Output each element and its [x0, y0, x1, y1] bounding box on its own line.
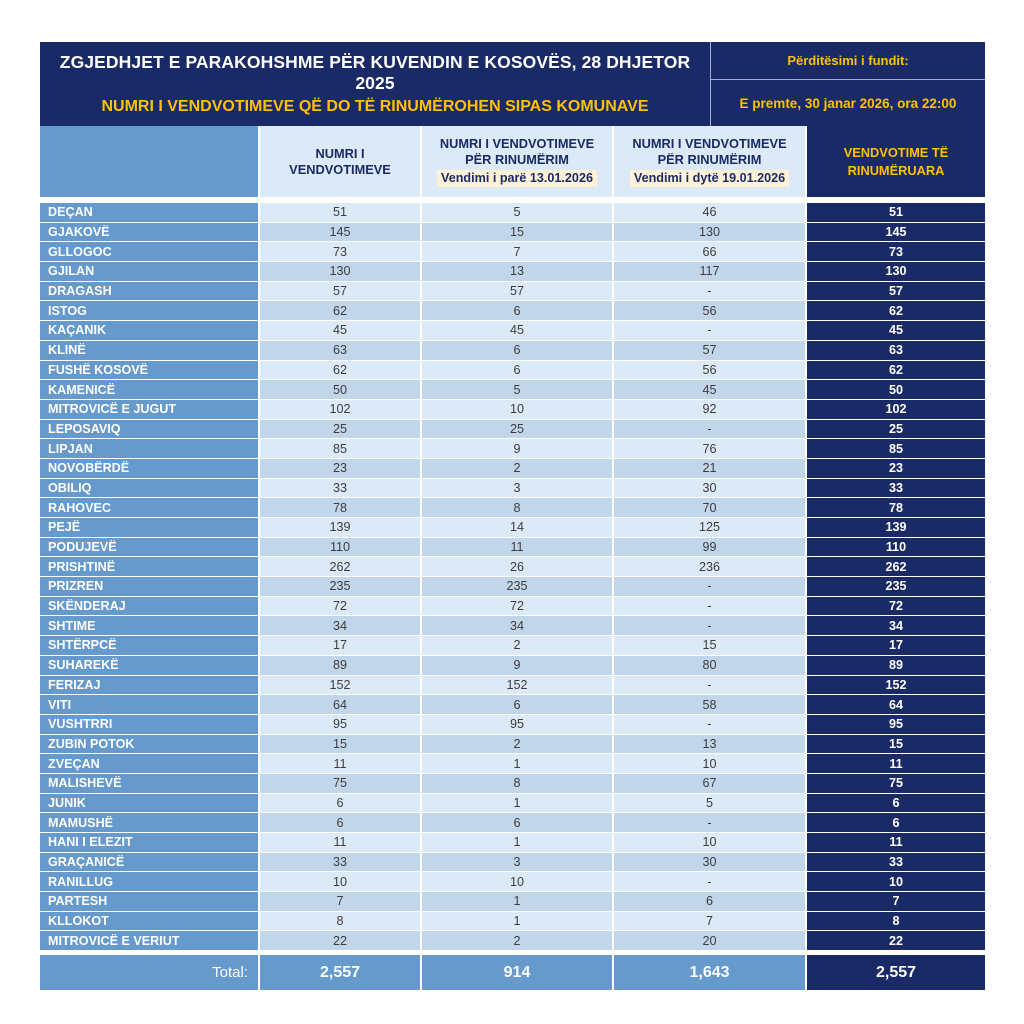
recounted-value: 152 — [807, 676, 985, 695]
recounted-value: 23 — [807, 459, 985, 478]
second-decision-value: - — [614, 597, 805, 616]
table-row — [40, 459, 985, 478]
stations-value: 15 — [260, 735, 420, 754]
table-row — [40, 301, 985, 320]
recounted-value: 7 — [807, 892, 985, 911]
page-title: ZGJEDHJET E PARAKOHSHME PËR KUVENDIN E KOSOVËS, 28 DHJETOR 2025 — [59, 52, 691, 93]
municipality-name: FUSHË KOSOVË — [40, 361, 258, 380]
stations-value: 6 — [260, 794, 420, 813]
recounted-value: 110 — [807, 538, 985, 557]
table-row — [40, 518, 985, 537]
second-decision-value: 70 — [614, 498, 805, 517]
second-decision-value: 56 — [614, 301, 805, 320]
second-decision-value: 7 — [614, 912, 805, 931]
second-decision-value: 125 — [614, 518, 805, 537]
first-decision-value: 10 — [422, 400, 612, 419]
second-decision-value: 10 — [614, 754, 805, 773]
municipality-name: PRISHTINË — [40, 557, 258, 576]
table-row — [40, 872, 985, 891]
municipality-name: LIPJAN — [40, 439, 258, 458]
last-update-value: E premte, 30 janar 2026, ora 22:00 — [739, 95, 957, 111]
stations-value: 139 — [260, 518, 420, 537]
recounted-value: 73 — [807, 242, 985, 261]
column-header-stations — [260, 126, 420, 197]
municipality-name: MITROVICË E JUGUT — [40, 400, 258, 419]
municipality-name: KAMENICË — [40, 380, 258, 399]
recounted-value: 72 — [807, 597, 985, 616]
stations-value: 72 — [260, 597, 420, 616]
first-decision-value: 1 — [422, 892, 612, 911]
stations-value: 25 — [260, 420, 420, 439]
first-decision-value: 14 — [422, 518, 612, 537]
recounted-value: 145 — [807, 223, 985, 242]
table-row — [40, 715, 985, 734]
first-decision-value: 72 — [422, 597, 612, 616]
first-decision-value: 1 — [422, 833, 612, 852]
stations-value: 8 — [260, 912, 420, 931]
second-decision-value: 80 — [614, 656, 805, 675]
second-decision-value: 236 — [614, 557, 805, 576]
municipality-name: ISTOG — [40, 301, 258, 320]
second-decision-value: 46 — [614, 203, 805, 222]
recounted-value: 11 — [807, 754, 985, 773]
table-row — [40, 636, 985, 655]
table-row — [40, 577, 985, 596]
second-decision-value: - — [614, 676, 805, 695]
first-decision-value: 152 — [422, 676, 612, 695]
table-row — [40, 735, 985, 754]
municipality-name: FERIZAJ — [40, 676, 258, 695]
first-decision-value: 6 — [422, 695, 612, 714]
stations-value: 145 — [260, 223, 420, 242]
second-decision-value: 117 — [614, 262, 805, 281]
municipality-name: JUNIK — [40, 794, 258, 813]
first-decision-value: 2 — [422, 636, 612, 655]
column-header-stations-label: NUMRI I VENDVOTIMEVE — [289, 145, 391, 177]
first-decision-value: 3 — [422, 853, 612, 872]
column-header-recounted: VENDVOTIME TË RINUMËRUARA — [807, 126, 985, 197]
second-decision-value: 66 — [614, 242, 805, 261]
first-decision-value: 6 — [422, 301, 612, 320]
table-row — [40, 931, 985, 950]
table-row — [40, 754, 985, 773]
table-row — [40, 223, 985, 242]
second-decision-value: 13 — [614, 735, 805, 754]
recounted-value: 50 — [807, 380, 985, 399]
total-second-decision: 1,643 — [614, 955, 805, 990]
recounted-value: 64 — [807, 695, 985, 714]
municipality-name: KLINË — [40, 341, 258, 360]
stations-value: 22 — [260, 931, 420, 950]
first-decision-value: 5 — [422, 380, 612, 399]
recounted-value: 62 — [807, 301, 985, 320]
column-header-second-decision — [614, 126, 805, 197]
first-decision-value: 2 — [422, 931, 612, 950]
stations-value: 110 — [260, 538, 420, 557]
stations-value: 63 — [260, 341, 420, 360]
table-row — [40, 557, 985, 576]
total-label: Total: — [40, 955, 258, 990]
second-decision-value: 5 — [614, 794, 805, 813]
recount-header-line2: PËR RINUMËRIM — [657, 151, 762, 167]
stations-value: 78 — [260, 498, 420, 517]
stations-value: 130 — [260, 262, 420, 281]
first-decision-value: 95 — [422, 715, 612, 734]
table-row — [40, 597, 985, 616]
first-decision-value: 1 — [422, 912, 612, 931]
municipality-name: GJAKOVË — [40, 223, 258, 242]
recounted-value: 78 — [807, 498, 985, 517]
second-decision-highlight: Vendimi i dytë 19.01.2026 — [630, 170, 789, 188]
second-decision-value: 21 — [614, 459, 805, 478]
second-decision-value: 67 — [614, 774, 805, 793]
table-row — [40, 341, 985, 360]
stations-value: 62 — [260, 361, 420, 380]
municipality-name: DEÇAN — [40, 203, 258, 222]
second-decision-value: 56 — [614, 361, 805, 380]
second-decision-value: 30 — [614, 853, 805, 872]
table-row — [40, 794, 985, 813]
stations-value: 33 — [260, 479, 420, 498]
recounted-value: 63 — [807, 341, 985, 360]
municipality-name: MALISHEVË — [40, 774, 258, 793]
first-decision-value: 9 — [422, 656, 612, 675]
recounted-value: 6 — [807, 813, 985, 832]
second-decision-value: - — [614, 813, 805, 832]
stations-value: 95 — [260, 715, 420, 734]
last-update-block — [710, 42, 985, 126]
municipality-name: SUHAREKË — [40, 656, 258, 675]
stations-value: 7 — [260, 892, 420, 911]
recount-header-line1: NUMRI I VENDVOTIMEVE — [439, 135, 595, 151]
second-decision-value: - — [614, 616, 805, 635]
table-row — [40, 538, 985, 557]
table-row — [40, 695, 985, 714]
first-decision-value: 6 — [422, 341, 612, 360]
municipality-name: HANI I ELEZIT — [40, 833, 258, 852]
first-decision-value: 9 — [422, 439, 612, 458]
total-stations: 2,557 — [260, 955, 420, 990]
first-decision-value: 7 — [422, 242, 612, 261]
second-decision-value: 6 — [614, 892, 805, 911]
table-row — [40, 813, 985, 832]
stations-value: 85 — [260, 439, 420, 458]
first-decision-value: 25 — [422, 420, 612, 439]
second-decision-value: - — [614, 420, 805, 439]
municipality-name: PEJË — [40, 518, 258, 537]
table-row — [40, 892, 985, 911]
first-decision-value: 2 — [422, 735, 612, 754]
column-header-row — [40, 126, 985, 197]
municipality-name: GRAÇANICË — [40, 853, 258, 872]
recounted-value: 33 — [807, 479, 985, 498]
recounted-value: 75 — [807, 774, 985, 793]
municipality-name: SKËNDERAJ — [40, 597, 258, 616]
table-row — [40, 853, 985, 872]
first-decision-value: 3 — [422, 479, 612, 498]
table-row — [40, 420, 985, 439]
stations-value: 17 — [260, 636, 420, 655]
total-first-decision: 914 — [422, 955, 612, 990]
stations-value: 33 — [260, 853, 420, 872]
first-decision-value: 1 — [422, 754, 612, 773]
second-decision-value: 20 — [614, 931, 805, 950]
municipality-name: PRIZREN — [40, 577, 258, 596]
table-row — [40, 380, 985, 399]
second-decision-value: - — [614, 321, 805, 340]
first-decision-value: 11 — [422, 538, 612, 557]
table-row — [40, 912, 985, 931]
table-row — [40, 676, 985, 695]
recount-header-line2: PËR RINUMËRIM — [465, 151, 569, 167]
recount-header-line1: NUMRI I VENDVOTIMEVE — [632, 135, 787, 151]
municipality-name: GJILAN — [40, 262, 258, 281]
municipality-name: SHTËRPCË — [40, 636, 258, 655]
stations-value: 89 — [260, 656, 420, 675]
municipality-name: PODUJEVË — [40, 538, 258, 557]
stations-value: 50 — [260, 380, 420, 399]
stations-value: 102 — [260, 400, 420, 419]
municipality-name: GLLOGOC — [40, 242, 258, 261]
stations-value: 10 — [260, 872, 420, 891]
municipality-name: ZUBIN POTOK — [40, 735, 258, 754]
second-decision-value: 99 — [614, 538, 805, 557]
municipality-name: DRAGASH — [40, 282, 258, 301]
recounted-value: 10 — [807, 872, 985, 891]
recounted-value: 17 — [807, 636, 985, 655]
recounted-value: 51 — [807, 203, 985, 222]
stations-value: 57 — [260, 282, 420, 301]
second-decision-value: 92 — [614, 400, 805, 419]
table-row — [40, 833, 985, 852]
municipality-name: RAHOVEC — [40, 498, 258, 517]
second-decision-value: - — [614, 872, 805, 891]
second-decision-value: 10 — [614, 833, 805, 852]
second-decision-value: 76 — [614, 439, 805, 458]
first-decision-value: 8 — [422, 498, 612, 517]
first-decision-value: 57 — [422, 282, 612, 301]
table-row — [40, 616, 985, 635]
second-decision-value: 57 — [614, 341, 805, 360]
stations-value: 6 — [260, 813, 420, 832]
second-decision-value: 30 — [614, 479, 805, 498]
last-update-label: Përditësimi i fundit: — [711, 42, 985, 80]
table-row — [40, 400, 985, 419]
municipality-name: ZVEÇAN — [40, 754, 258, 773]
recounted-value: 34 — [807, 616, 985, 635]
stations-value: 34 — [260, 616, 420, 635]
table-body — [40, 203, 985, 950]
first-decision-value: 15 — [422, 223, 612, 242]
stations-value: 64 — [260, 695, 420, 714]
table-row — [40, 321, 985, 340]
stations-value: 75 — [260, 774, 420, 793]
recounted-value: 95 — [807, 715, 985, 734]
recounted-value: 262 — [807, 557, 985, 576]
page-header — [40, 42, 985, 126]
first-decision-value: 1 — [422, 794, 612, 813]
table-row — [40, 656, 985, 675]
table-row — [40, 282, 985, 301]
recounted-value: 102 — [807, 400, 985, 419]
stations-value: 23 — [260, 459, 420, 478]
first-decision-value: 6 — [422, 813, 612, 832]
stations-value: 51 — [260, 203, 420, 222]
total-recounted: 2,557 — [807, 955, 985, 990]
second-decision-value: 58 — [614, 695, 805, 714]
total-row — [40, 955, 985, 990]
table-row — [40, 479, 985, 498]
first-decision-value: 10 — [422, 872, 612, 891]
recounted-value: 57 — [807, 282, 985, 301]
municipality-name: MITROVICË E VERIUT — [40, 931, 258, 950]
municipality-name: SHTIME — [40, 616, 258, 635]
recounted-value: 33 — [807, 853, 985, 872]
first-decision-value: 13 — [422, 262, 612, 281]
second-decision-value: 45 — [614, 380, 805, 399]
stations-value: 262 — [260, 557, 420, 576]
recounted-value: 235 — [807, 577, 985, 596]
second-decision-value: 130 — [614, 223, 805, 242]
second-decision-value: - — [614, 715, 805, 734]
first-decision-value: 8 — [422, 774, 612, 793]
second-decision-value: - — [614, 282, 805, 301]
stations-value: 235 — [260, 577, 420, 596]
municipality-name: PARTESH — [40, 892, 258, 911]
municipality-name: VITI — [40, 695, 258, 714]
first-decision-value: 5 — [422, 203, 612, 222]
first-decision-value: 26 — [422, 557, 612, 576]
table-row — [40, 774, 985, 793]
table-row — [40, 439, 985, 458]
column-header-first-decision — [422, 126, 612, 197]
recounted-value: 139 — [807, 518, 985, 537]
second-decision-value: - — [614, 577, 805, 596]
recounted-value: 6 — [807, 794, 985, 813]
recounted-value: 85 — [807, 439, 985, 458]
stations-value: 73 — [260, 242, 420, 261]
municipality-name: NOVOBËRDË — [40, 459, 258, 478]
municipality-name: KLLOKOT — [40, 912, 258, 931]
municipality-name: RANILLUG — [40, 872, 258, 891]
recounted-value: 45 — [807, 321, 985, 340]
recounted-value: 8 — [807, 912, 985, 931]
stations-value: 45 — [260, 321, 420, 340]
recounted-value: 62 — [807, 361, 985, 380]
recounted-value: 22 — [807, 931, 985, 950]
table-row — [40, 203, 985, 222]
recounted-value: 89 — [807, 656, 985, 675]
stations-value: 62 — [260, 301, 420, 320]
first-decision-highlight: Vendimi i parë 13.01.2026 — [437, 170, 597, 188]
municipality-name: VUSHTRRI — [40, 715, 258, 734]
stations-value: 11 — [260, 833, 420, 852]
first-decision-value: 34 — [422, 616, 612, 635]
table-row — [40, 262, 985, 281]
column-header-municipality — [40, 126, 258, 197]
recounted-value: 11 — [807, 833, 985, 852]
table-row — [40, 498, 985, 517]
page-subtitle: NUMRI I VENDVOTIMEVE QË DO TË RINUMËROHEN SIPAS KOMUNAVE — [101, 98, 649, 115]
municipality-name: KAÇANIK — [40, 321, 258, 340]
title-block — [40, 42, 710, 126]
first-decision-value: 235 — [422, 577, 612, 596]
first-decision-value: 45 — [422, 321, 612, 340]
municipality-name: MAMUSHË — [40, 813, 258, 832]
recounted-value: 15 — [807, 735, 985, 754]
table-row — [40, 361, 985, 380]
table-row — [40, 242, 985, 261]
first-decision-value: 6 — [422, 361, 612, 380]
first-decision-value: 2 — [422, 459, 612, 478]
municipality-name: OBILIQ — [40, 479, 258, 498]
recount-table-page — [40, 42, 985, 990]
municipality-name: LEPOSAVIQ — [40, 420, 258, 439]
second-decision-value: 15 — [614, 636, 805, 655]
stations-value: 11 — [260, 754, 420, 773]
stations-value: 152 — [260, 676, 420, 695]
recounted-value: 25 — [807, 420, 985, 439]
recounted-value: 130 — [807, 262, 985, 281]
